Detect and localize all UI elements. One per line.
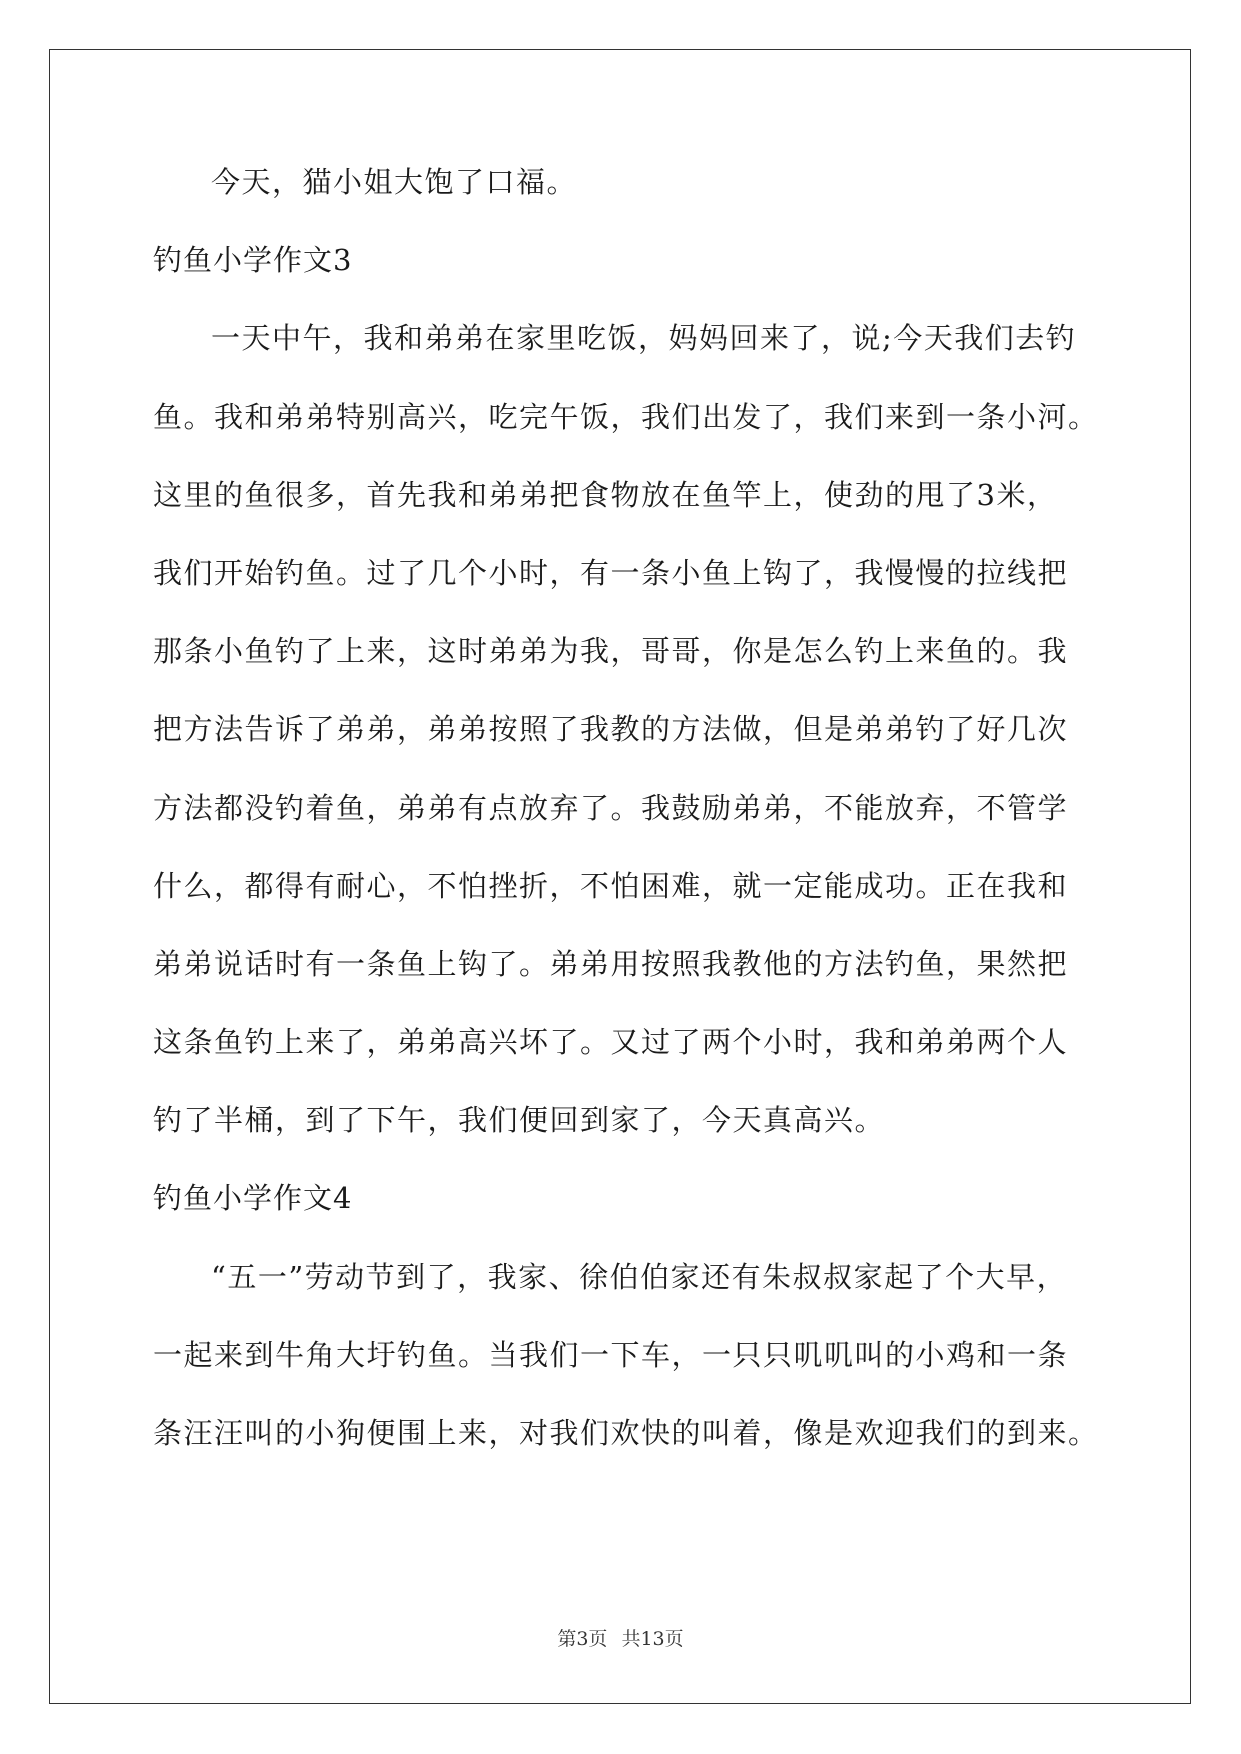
- text-line-10: 什么，都得有耐心，不怕挫折，不怕困难，就一定能成功。正在我和: [153, 868, 1069, 903]
- text-line-15: “五一”劳动节到了，我家、徐伯伯家还有朱叔叔家起了个大早，: [211, 1259, 1068, 1294]
- text-line-8: 把方法告诉了弟弟，弟弟按照了我教的方法做，但是弟弟钓了好几次: [153, 712, 1069, 747]
- text-line-3: 一天中午，我和弟弟在家里吃饭，妈妈回来了，说;今天我们去钓: [211, 321, 1077, 356]
- text-line-11: 弟弟说话时有一条鱼上钩了。弟弟用按照我教他的方法钓鱼，果然把: [153, 946, 1069, 981]
- text-line-5: 这里的鱼很多，首先我和弟弟把食物放在鱼竿上，使劲的甩了3米，: [153, 477, 1058, 512]
- page-number: 第3页: [557, 1628, 608, 1650]
- text-line-1: 今天，猫小姐大饱了口福。: [211, 165, 578, 199]
- page-footer: [0, 1624, 1241, 1651]
- text-line-17: 条汪汪叫的小狗便围上来，对我们欢快的叫着，像是欢迎我们的到来。: [153, 1416, 1099, 1450]
- text-line-13: 钓了半桶，到了下午，我们便回到家了，今天真高兴。: [153, 1103, 886, 1138]
- text-line-7: 那条小鱼钓了上来，这时弟弟为我，哥哥，你是怎么钓上来鱼的。我: [153, 634, 1069, 669]
- text-line-16: 一起来到牛角大圩钓鱼。当我们一下车，一只只叽叽叫的小鸡和一条: [153, 1337, 1069, 1372]
- text-line-12: 这条鱼钓上来了，弟弟高兴坏了。又过了两个小时，我和弟弟两个人: [153, 1025, 1069, 1060]
- text-line-4: 鱼。我和弟弟特别高兴，吃完午饭，我们出发了，我们来到一条小河。: [153, 399, 1099, 434]
- page-total: 共13页: [621, 1628, 684, 1650]
- text-line-9: 方法都没钓着鱼，弟弟有点放弃了。我鼓励弟弟，不能放弃，不管学: [153, 790, 1069, 825]
- section-heading-4: 钓鱼小学作文4: [153, 1181, 353, 1216]
- section-heading-3: 钓鱼小学作文3: [153, 243, 353, 278]
- text-line-6: 我们开始钓鱼。过了几个小时，有一条小鱼上钩了，我慢慢的拉线把: [153, 555, 1069, 590]
- document-body: [153, 164, 1103, 1493]
